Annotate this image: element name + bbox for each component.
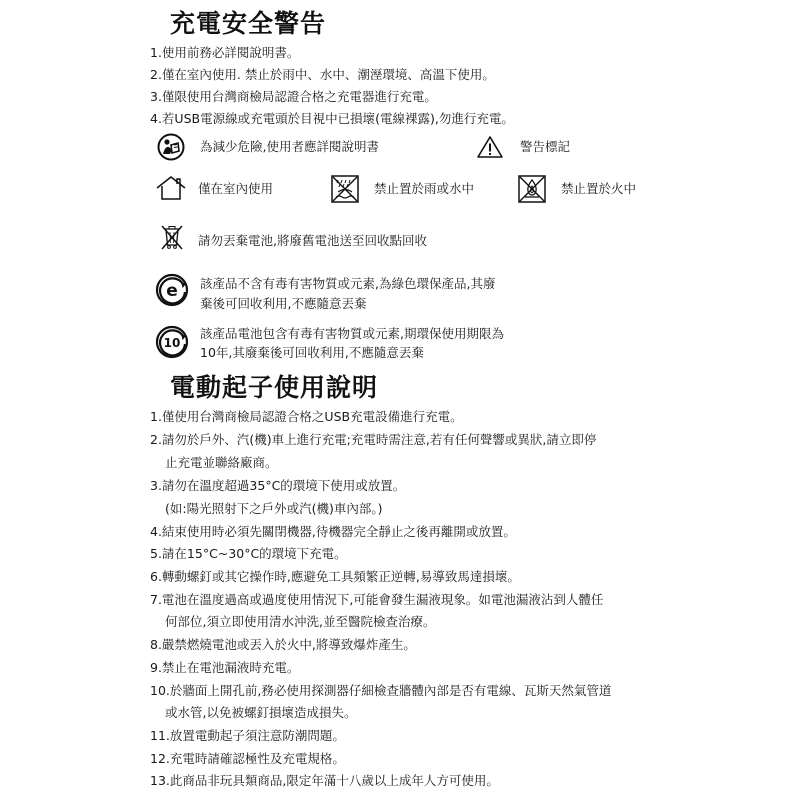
svg-text:e: e — [166, 281, 178, 301]
usage-line: 2.請勿於戶外、汽(機)車上進行充電;充電時需注意,若有任何聲響或異狀,請立即停 — [150, 432, 597, 447]
safety-item-1: 1.使用前務必詳閱說明書。 — [150, 45, 300, 60]
epup-number: 10 — [163, 336, 181, 350]
usage-line: 8.嚴禁燃燒電池或丟入於火中,將導致爆炸產生。 — [150, 637, 416, 652]
warning-label: 警告標記 — [520, 139, 571, 154]
no-fire-icon — [518, 175, 546, 203]
usage-line: 3.請勿在溫度超過35°C的環境下使用或放置。 — [150, 478, 406, 493]
safety-item-4: 4.若USB電源線或充電頭於目視中已損壞(電線裸露),勿進行充電。 — [150, 111, 514, 126]
section-title-usage-instructions: 電動起子使用說明 — [170, 373, 379, 402]
house-indoor-icon — [155, 175, 187, 201]
manual-label: 為減少危險,使用者應詳閱說明書 — [200, 139, 379, 154]
section-title-charging-safety: 充電安全警告 — [170, 9, 327, 38]
no-rain-water-icon — [331, 175, 359, 203]
epup-10-years-icon — [155, 325, 189, 359]
usage-line: 4.結束使用時必須先關閉機器,待機器完全靜止之後再離開或放置。 — [150, 524, 516, 539]
safety-item-2: 2.僅在室內使用. 禁止於雨中、水中、潮溼環境、高溫下使用。 — [150, 67, 495, 82]
usage-line: 5.請在15°C~30°C的環境下充電。 — [150, 546, 347, 561]
warning-triangle-icon — [476, 135, 504, 159]
no-fire-label: 禁止置於火中 — [561, 181, 637, 196]
safety-item-3: 3.僅限使用台灣商檢局認證合格之充電器進行充電。 — [150, 89, 437, 104]
usage-line: 9.禁止在電池漏液時充電。 — [150, 660, 300, 675]
usage-line: 10.於牆面上開孔前,務必使用探測器仔細檢查牆體內部是否有電線、瓦斯天然氣管道 — [150, 683, 612, 698]
usage-line: 11.放置電動起子須注意防潮問題。 — [150, 728, 345, 743]
crossed-bin-recycle-icon — [160, 224, 184, 252]
usage-line: 7.電池在溫度過高或過度使用情況下,可能會發生漏液現象。如電池漏液沾到人體任 — [150, 592, 604, 607]
usage-line: 6.轉動螺釘或其它操作時,應避免工具頻繁正逆轉,易導致馬達損壞。 — [150, 569, 520, 584]
epup-text-line-2: 10年,其廢棄後可回收利用,不應隨意丟棄 — [200, 345, 424, 360]
usage-line: 12.充電時請確認極性及充電規格。 — [150, 751, 345, 766]
no-rain-label: 禁止置於雨或水中 — [374, 181, 475, 196]
eco-friendly-e-icon — [155, 273, 189, 307]
usage-line: 1.僅使用台灣商檢局認證合格之USB充電設備進行充電。 — [150, 409, 463, 424]
eco-text-line-1: 該產品不含有毒有害物質或元素,為綠色環保產品,其廢 — [200, 276, 496, 291]
recycle-label: 請勿丟棄電池,將廢舊電池送至回收點回收 — [198, 233, 427, 248]
read-manual-icon — [157, 133, 185, 161]
eco-text-line-2: 棄後可回收利用,不應隨意丟棄 — [200, 296, 367, 311]
usage-line: 何部位,須立即使用清水沖洗,並至醫院檢查治療。 — [165, 614, 436, 629]
usage-line: (如:陽光照射下之戶外或汽(機)車內部。) — [165, 501, 383, 516]
usage-line: 或水管,以免被螺釘損壞造成損失。 — [165, 705, 357, 720]
usage-line: 止充電並聯絡廠商。 — [165, 455, 278, 470]
epup-text-line-1: 該產品電池包含有毒有害物質或元素,期環保使用期限為 — [200, 326, 504, 341]
indoor-label: 僅在室內使用 — [198, 181, 274, 196]
usage-line: 13.此商品非玩具類商品,限定年滿十八歲以上成年人方可使用。 — [150, 773, 499, 788]
